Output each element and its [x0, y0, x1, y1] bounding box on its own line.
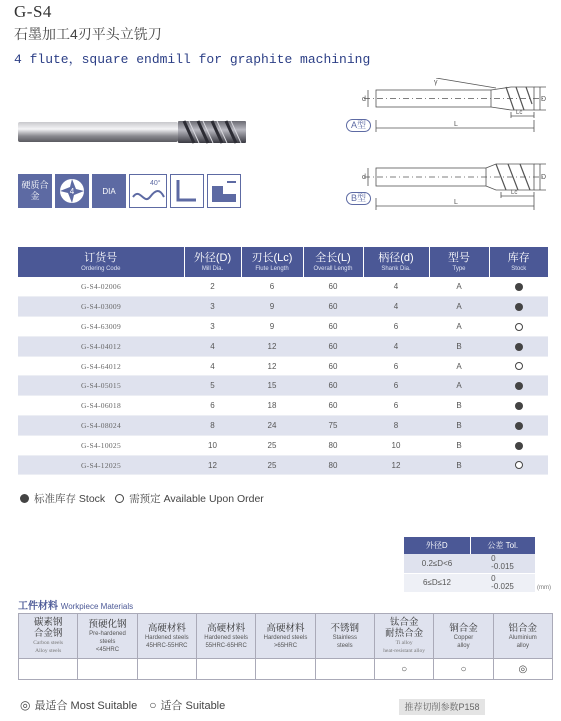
flute-length-cell: 24: [241, 416, 303, 436]
flute-length-cell: 25: [241, 435, 303, 455]
ordering-code-cell: G-S4-06018: [18, 396, 184, 416]
stock-cell: [489, 317, 548, 337]
col-flute-length: 刃长(Lc) Flute Length: [241, 247, 303, 277]
workpiece-col: 铜合金 Copper alloy: [434, 614, 493, 659]
l-label-b: L: [454, 199, 458, 206]
order-dot-icon: [515, 362, 523, 370]
type-a-tag: A型: [346, 119, 371, 132]
type-cell: A: [429, 317, 489, 337]
mill-dia-cell: 6: [184, 396, 241, 416]
product-title-en: 4 flute，square endmill for graphite machining: [14, 52, 371, 67]
flute-length-cell: 6: [241, 277, 303, 297]
table-row: [18, 455, 548, 475]
shank-d-label-b: d: [362, 174, 366, 181]
col-stock: 库存 Stock: [489, 247, 548, 277]
stock-legend-order: 需预定 Available Upon Order: [129, 493, 264, 505]
shank-dia-cell: 4: [363, 336, 429, 356]
shank-dia-cell: 10: [363, 435, 429, 455]
in-stock-dot-icon: [515, 442, 523, 450]
col-mill-dia: 外径(D) Mill Dia.: [184, 247, 241, 277]
flute-length-cell: 12: [241, 336, 303, 356]
dia-icon-label: DIA: [102, 186, 116, 196]
hard-alloy-icon: [18, 174, 52, 208]
mill-dia-cell: 3: [184, 297, 241, 317]
stock-cell: [489, 277, 548, 297]
type-b-tag: B型: [346, 192, 371, 205]
suitability-legend: [20, 697, 225, 713]
stock-legend: [20, 491, 264, 506]
overall-length-cell: 75: [303, 416, 363, 436]
stock-cell: [489, 455, 548, 475]
suitability-mark: [78, 659, 137, 680]
type-cell: B: [429, 455, 489, 475]
stock-cell: [489, 356, 548, 376]
shank-dia-cell: 6: [363, 376, 429, 396]
overall-length-cell: 80: [303, 455, 363, 475]
in-stock-dot-icon: [515, 343, 523, 351]
suitability-mark: [137, 659, 196, 680]
shank-dia-cell: 6: [363, 317, 429, 337]
workpiece-col: 高硬材料 Hardened steels 55HRC-65HRC: [196, 614, 255, 659]
spec-table: [18, 247, 548, 475]
shank-dia-cell: 6: [363, 396, 429, 416]
in-stock-dot-icon: [515, 402, 523, 410]
workpiece-col: 预硬化钢 Pre-hardened steels <45HRC: [78, 614, 137, 659]
workpiece-col: 高硬材料 Hardened steels 45HRC-55HRC: [137, 614, 196, 659]
mill-dia-cell: 5: [184, 376, 241, 396]
col-overall-length: 全长(L) Overall Length: [303, 247, 363, 277]
square-end-icon: [170, 174, 204, 208]
overall-length-cell: 60: [303, 297, 363, 317]
order-dot-icon: [115, 494, 124, 503]
dia-icon: [92, 174, 126, 208]
flute-length-cell: 15: [241, 376, 303, 396]
workpiece-col: 钛合金 耐热合金 Ti alloy heat-resistant alloy: [374, 614, 433, 659]
overall-length-cell: 60: [303, 336, 363, 356]
suitability-mark: [315, 659, 374, 680]
table-row: [18, 297, 548, 317]
shank-dia-cell: 6: [363, 356, 429, 376]
lc-label: Lc: [516, 110, 523, 116]
workpiece-col: 高硬材料 Hardened steels >65HRC: [256, 614, 315, 659]
in-stock-dot-icon: [515, 422, 523, 430]
col-ordering-code: 订货号 Ordering Code: [18, 247, 184, 277]
suitable-icon: ○: [149, 698, 157, 712]
hard-alloy-icon-label: 硬质合金: [21, 180, 49, 201]
overall-length-cell: 80: [303, 435, 363, 455]
col-shank-dia: 柄径(d) Shank Dia.: [363, 247, 429, 277]
ordering-code-cell: G-S4-03009: [18, 297, 184, 317]
suitability-mark: ○: [434, 659, 493, 680]
stock-cell: [489, 336, 548, 356]
suitable-label: 适合 Suitable: [160, 700, 226, 712]
tol-range: 6≤D≤12: [404, 573, 470, 592]
mill-dia-cell: 3: [184, 317, 241, 337]
flute-length-cell: 9: [241, 317, 303, 337]
suitability-mark: [19, 659, 78, 680]
type-cell: B: [429, 396, 489, 416]
spec-table-header: [18, 247, 548, 277]
order-dot-icon: [515, 323, 523, 331]
ordering-code-cell: G-S4-63009: [18, 317, 184, 337]
tol-row: [404, 554, 535, 573]
col-type: 型号 Type: [429, 247, 489, 277]
suitability-mark: [196, 659, 255, 680]
suitability-mark: ◎: [493, 659, 552, 680]
mill-dia-cell: 12: [184, 455, 241, 475]
in-stock-dot-icon: [515, 303, 523, 311]
four-flute-icon: [55, 174, 89, 208]
shank-dia-cell: 4: [363, 277, 429, 297]
type-cell: A: [429, 277, 489, 297]
helix-angle-label: 40°: [150, 180, 161, 187]
type-b-diagram: [356, 160, 551, 212]
in-stock-dot-icon: [20, 494, 29, 503]
mill-dia-cell: 8: [184, 416, 241, 436]
ordering-code-cell: G-S4-10025: [18, 435, 184, 455]
mill-d-label-b: D: [541, 174, 547, 181]
table-row: [18, 376, 548, 396]
stock-cell: [489, 376, 548, 396]
tol-col-dia: 外径D: [404, 537, 470, 554]
workpiece-table: [18, 613, 553, 680]
in-stock-dot-icon: [515, 382, 523, 390]
tol-col-tol: 公差 Tol.: [470, 537, 535, 554]
product-code: G-S4: [14, 2, 52, 21]
helix-40-icon: [129, 174, 167, 208]
stock-cell: [489, 297, 548, 317]
table-row: [18, 416, 548, 436]
ordering-code-cell: G-S4-12025: [18, 455, 184, 475]
mill-dia-cell: 10: [184, 435, 241, 455]
four-flute-label: 4: [69, 187, 75, 196]
flute-length-cell: 25: [241, 455, 303, 475]
tolerance-unit: (mm): [537, 585, 551, 591]
flute-length-cell: 12: [241, 356, 303, 376]
table-row: [18, 317, 548, 337]
type-cell: B: [429, 336, 489, 356]
shank-icon: [207, 174, 241, 208]
shank-d-label: d: [362, 96, 366, 103]
workpiece-col: 碳素钢 合金钢 Carbon steels Alloy steels: [19, 614, 78, 659]
tol-value: 0 -0.015: [470, 554, 535, 573]
shank-dia-cell: 12: [363, 455, 429, 475]
type-cell: A: [429, 297, 489, 317]
type-a-diagram: [356, 78, 551, 134]
mill-dia-cell: 4: [184, 336, 241, 356]
workpiece-col: 铝合金 Aluminium alloy: [493, 614, 552, 659]
workpiece-title: 工件材料 Workpiece Materials: [18, 601, 134, 612]
ordering-code-cell: G-S4-08024: [18, 416, 184, 436]
overall-length-cell: 60: [303, 356, 363, 376]
suitability-mark: [256, 659, 315, 680]
table-row: [18, 356, 548, 376]
mill-d-label: D: [541, 96, 547, 103]
stock-cell: [489, 396, 548, 416]
ordering-code-cell: G-S4-64012: [18, 356, 184, 376]
overall-length-cell: 60: [303, 277, 363, 297]
ordering-code-cell: G-S4-02006: [18, 277, 184, 297]
endmill-image: [18, 118, 248, 146]
stock-cell: [489, 416, 548, 436]
most-suitable-label: 最适合 Most Suitable: [34, 700, 138, 712]
type-cell: B: [429, 416, 489, 436]
order-dot-icon: [515, 461, 523, 469]
tol-row: [404, 573, 535, 592]
overall-length-cell: 60: [303, 396, 363, 416]
tolerance-table: [404, 537, 535, 593]
in-stock-dot-icon: [515, 283, 523, 291]
type-cell: A: [429, 356, 489, 376]
type-cell: B: [429, 435, 489, 455]
ordering-code-cell: G-S4-05015: [18, 376, 184, 396]
l-label: L: [454, 121, 458, 128]
shank-dia-cell: 8: [363, 416, 429, 436]
stock-cell: [489, 435, 548, 455]
table-row: [18, 336, 548, 356]
product-title-cn: 石墨加工4刃平头立铣刀: [14, 26, 162, 42]
lc-label-b: Lc: [511, 190, 518, 196]
ordering-code-cell: G-S4-04012: [18, 336, 184, 356]
cutting-params-reference: 推荐切削参数P158: [399, 699, 485, 715]
most-suitable-icon: ◎: [20, 698, 31, 712]
tol-value: 0 -0.025: [470, 573, 535, 592]
table-row: [18, 277, 548, 297]
stock-legend-standard: 标准库存 Stock: [34, 493, 106, 505]
shank-dia-cell: 4: [363, 297, 429, 317]
feature-icons: [18, 174, 244, 208]
gamma-label: γ: [434, 79, 438, 86]
suitability-mark: ○: [374, 659, 433, 680]
flute-length-cell: 18: [241, 396, 303, 416]
tol-range: 0.2≤D<6: [404, 554, 470, 573]
overall-length-cell: 60: [303, 376, 363, 396]
type-cell: A: [429, 376, 489, 396]
mill-dia-cell: 4: [184, 356, 241, 376]
table-row: [18, 396, 548, 416]
mill-dia-cell: 2: [184, 277, 241, 297]
table-row: [18, 435, 548, 455]
overall-length-cell: 60: [303, 317, 363, 337]
workpiece-col: 不锈钢 Stainless steels: [315, 614, 374, 659]
flute-length-cell: 9: [241, 297, 303, 317]
